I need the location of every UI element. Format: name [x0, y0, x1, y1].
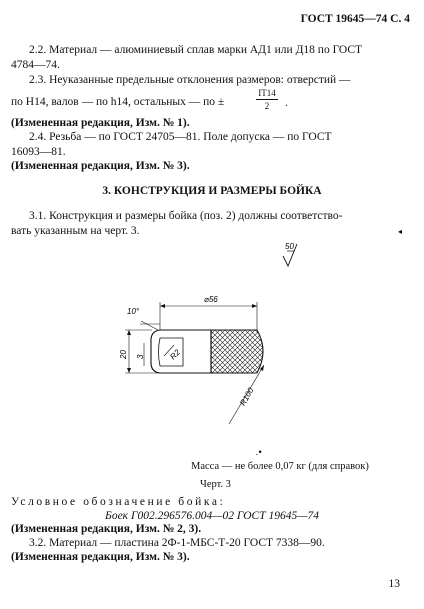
amendment-note-3b: (Измененная редакция, Изм. № 3).: [11, 551, 190, 563]
paragraph-3-1-line-1: 3.1. Конструкция и размеры бойка (поз. 2) должны соответство-: [29, 210, 343, 222]
paragraph-2-4-line-1: 2.4. Резьба — по ГОСТ 24705—81. Поле допуска — по ГОСТ: [29, 131, 332, 143]
paragraph-3-2: 3.2. Материал — пластина 2Ф-1-МБС-Т-20 ГОСТ 7338—90.: [29, 537, 325, 549]
paragraph-3-1-line-2: вать указанным на черт. 3.: [11, 225, 140, 237]
mass-note: Масса — не более 0,07 кг (для справок): [191, 461, 369, 472]
roughness-value: 50: [285, 242, 294, 251]
height-label: 20: [119, 350, 128, 359]
fraction-denominator: 2: [264, 101, 270, 111]
hatched-section: [211, 330, 263, 373]
fraction-period: .: [285, 97, 288, 109]
stray-mark: ◂: [398, 227, 403, 236]
paragraph-2-3-line-2: по Н14, валов — по h14, остальных — по ±: [11, 96, 225, 108]
angle-label: 10°: [127, 307, 140, 316]
amendment-note-1: (Измененная редакция, Изм. № 1).: [11, 117, 190, 129]
section-3-title: 3. КОНСТРУКЦИЯ И РАЗМЕРЫ БОЙКА: [102, 185, 322, 197]
page-number: 13: [388, 578, 400, 590]
page-header: ГОСТ 19645—74 С. 4: [300, 13, 410, 25]
designation-value: Боек Г002.296576.004—02 ГОСТ 19645—74: [105, 510, 319, 522]
depth-label: 3: [136, 354, 145, 359]
paragraph-2-4-line-2: 16093—81.: [11, 146, 66, 158]
small-radius-label: R2: [168, 347, 182, 362]
striker-profile: [151, 330, 211, 373]
large-radius-label: R100: [238, 386, 256, 408]
amendment-note-2-3: (Измененная редакция, Изм. № 2, 3).: [11, 523, 202, 535]
roughness-symbol: [283, 242, 297, 266]
drawing-caption: Черт. 3: [200, 479, 231, 490]
paragraph-2-2-line-2: 4784—74.: [11, 59, 60, 71]
diameter-label: ⌀56: [204, 295, 218, 304]
amendment-note-3a: (Измененная редакция, Изм. № 3).: [11, 160, 190, 172]
fraction-numerator: IT14: [258, 88, 276, 98]
paragraph-2-3-line-1: 2.3. Неуказанные предельные отклонения размеров: отверстий —: [29, 74, 351, 86]
stray-mark-2: .•: [256, 447, 262, 457]
paragraph-2-2-line-1: 2.2. Материал — алюминиевый сплав марки АД1 или Д18 по ГОСТ: [29, 44, 363, 56]
designation-label: Условное обозначение бойка:: [11, 496, 226, 508]
